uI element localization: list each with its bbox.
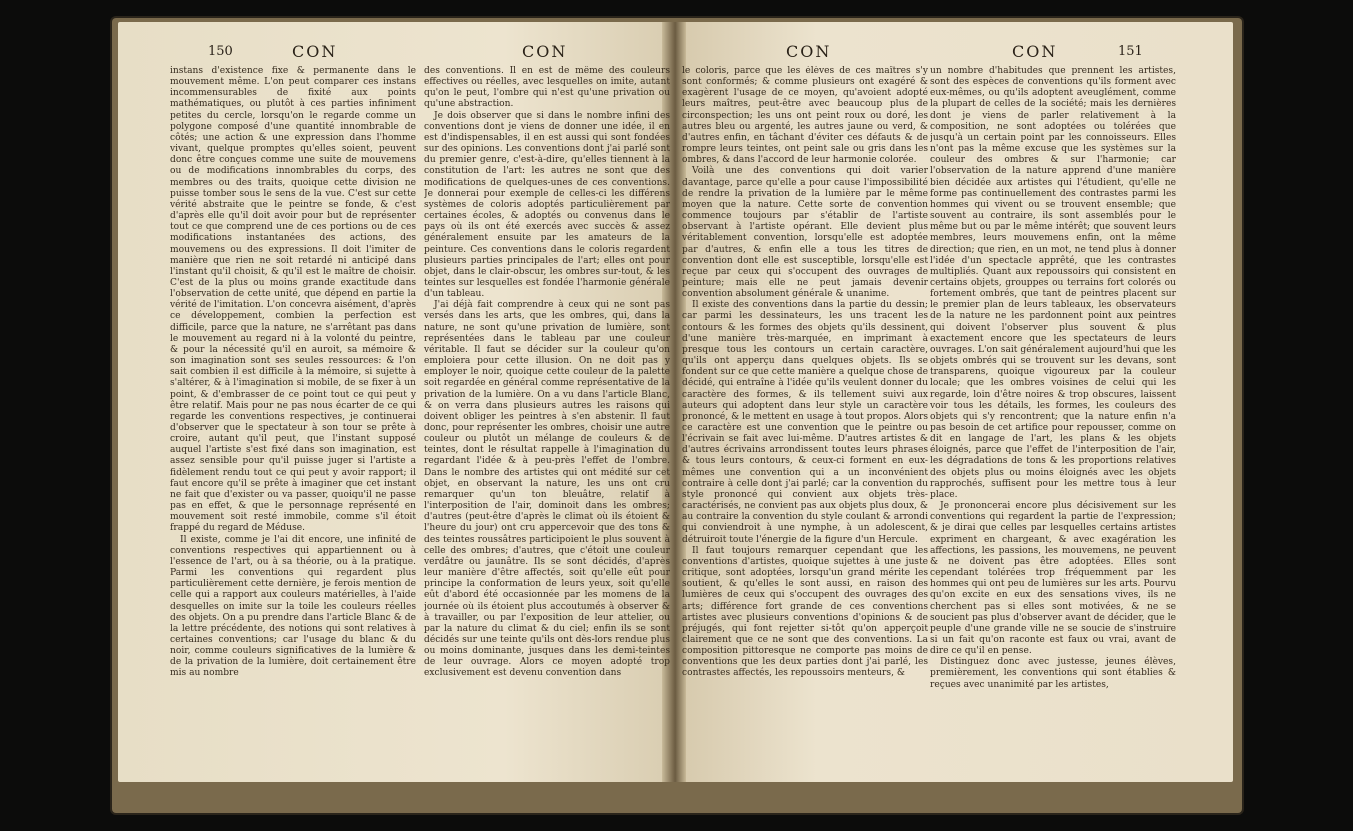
right-page-column-2 [930,66,1176,691]
paragraph: J'ai déjà fait comprendre à ceux qui ne sont pas versés dans les arts, que les ombres, qui, dans la nature, ne sont qu'une privation de lumière, sont représentées dans le tableau par une couleur véritable. Il faut se décider sur la couleur qu'on emploiera pour cette illusion. On ne doit pas y employer le noir, quoique cette couleur de la palette soit regardée en général comme représentative de la privation de la lumière. On a vu dans l'article Blanc, & on verra dans plusieurs autres les raisons qui doivent obliger les peintres à s'en abstenir. Il faut donc, pour représenter les ombres, choisir une autre couleur ou plutôt un mélange de couleurs & de teintes, dont le résultat rappelle à l'imagination du regardant l'idée & à peu-près l'effet de l'ombre. Dans le nombre des artistes qui ont médité sur cet objet, en observant la nature, les uns ont cru remarquer qu'un ton bleuâtre, relatif à l'interposition de l'air, dominoit dans les ombres; d'autres (peut-être d'après le climat où ils étoient & l'heure du jour) ont cru appercevoir que des tons & des teintes roussâtres participoient le plus souvent à celle des ombres; d'autres, que c'étoit une couleur verdâtre ou jaunâtre. Ils se sont décidés, d'après leur manière d'être affectés, soit qu'elle eût pour principe la conformation de leurs yeux, soit qu'elle eût d'abord été occasionnée par les momens de la journée où ils étoient plus accoutumés à observer & à travailler, ou par l'exposition de leur attelier, ou par la nature du climat & du ciel; enfin ils se sont décidés sur une teinte qu'ils ont dès-lors rendue plus ou moins dominante, jusques dans les demi-teintes de leur ouvrage. Alors ce moyen adopté trop exclusivement est devenu convention dans [424,300,670,679]
right-page-header-right: CON [1012,42,1058,61]
right-page-column-1 [682,66,928,680]
paragraph: Distinguez donc avec justesse, jeunes élèves, premièrement, les conventions qui sont établies & reçues avec unanimité par les artistes, [930,657,1176,690]
paragraph: instans d'existence fixe & permanente dans le mouvement même. L'on peut comparer ces instans incommensurables de fixité aux points mathématiques, ou plutôt à ces parties infiniment petites du cercle, lorsqu'on le regarde comme un polygone composé d'une quantité innombrable de côtés; une action & une expression dans l'homme vivant, quelque promptes qu'elles soient, peuvent donc être conçues comme une suite de mouvemens ou de modifications innombrables du corps, des membres ou des traits, quoique cette division ne puisse tomber sous le sens de la vue. C'est sur cette vérité abstraite que le peintre se fonde, & c'est d'après elle qu'il doit avoir pour but de représenter tout ce que comprend une de ces portions ou de ces modifications instantanées des actions, des mouvemens ou des expressions. Il doit l'imiter de manière que rien ne soit retardé ni anticipé dans l'instant qu'il choisit, & qu'il est le maître de choisir. C'est de la plus ou moins grande exactitude dans l'observation de cette unité, que dépend en partie la vérité de l'imitation. L'on concevra aisément, d'après ce développement, combien la perfection est difficile, parce que la nature, ne s'arrêtant pas dans le mouvement au regard ni à la volonté du peintre, & pour la nécessité qu'il en auroit, sa mémoire & son imagination sont ses seules ressources: & l'on sait combien il est difficile à la mémoire, si sujette à s'altérer, & à l'imagination si mobile, de se fixer à un point, & d'embrasser de ce point tout ce qui peut y être relatif. Mais pour ne pas nous écarter de ce qui regarde les conventions respectives, je continuerai d'observer que le spectateur à son tour se prête à croire, autant qu'il peut, que l'instant supposé auquel l'artiste s'est fixé dans son imagination, est assez sensible pour qu'il puisse juger si l'artiste a fidèlement rendu tout ce qui peut y avoir rapport; il faut encore qu'il se prête à imaginer que cet instant ne fait que d'exister ou va passer, quoiqu'il ne passe pas en effet, & que le personnage représenté en mouvement soit resté immobile, comme s'il étoit frappé du regard de Méduse. [170,66,416,534]
paragraph: Il faut toujours remarquer cependant que les conventions d'artistes, quoique sujettes à une juste critique, sont adoptées, lorsqu'un grand mérite les soutient, & qu'elles le sont aussi, en raison des lumières de ceux qui s'occupent des ouvrages des arts; différence fort grande de ces conventions artistes avec plusieurs conventions d'opinions & de préjugés, qui font rejetter si-tôt qu'on apperçoit clairement que ce ne sont que des conventions. La composition pittoresque ne comporte pas moins de conventions que les deux parties dont j'ai parlé, les contrastes affectés, les repoussoirs menteurs, & [682,545,928,679]
paragraph: Il existe, comme je l'ai dit encore, une infinité de conventions respectives qui appartiennent ou à l'essence de l'art, ou à sa théorie, ou à la pratique. Parmi les conventions qui regardent plus particulièrement cette dernière, je ferois mention de celle qui a rapport aux couleurs matérielles, à l'aide desquelles on imite sur la toile les couleurs réelles des objets. On a pu prendre dans l'article Blanc & de la lettre précédente, des notions qui sont relatives à certaines conventions; car l'usage du blanc & du noir, comme couleurs significatives de la lumière & de la privation de la lumière, doit certainement être mis au nombre [170,534,416,679]
left-page-header-right: CON [522,42,568,61]
paragraph: un nombre d'habitudes que prennent les artistes, sont des espèces de conventions qu'ils forment avec eux-mêmes, ou qu'ils adoptent aveuglément, comme la plupart de celles de la société; mais les dernières dont je viens de parler relativement à la composition, ne sont adoptées ou tolérées que jusqu'à un certain point par les connoisseurs. Elles n'ont pas la même excuse que les systèmes sur la couleur des ombres & sur l'harmonie; car l'observation de la nature apprend d'une manière bien décidée aux artistes qui l'étudient, qu'elle ne forme pas continuellement des contrastes parmi les hommes qui vivent ou se trouvent ensemble; que souvent au contraire, ils sont assemblés pour le même but ou par le même intérêt; que souvent leurs membres, leurs mouvemens enfin, ont la même direction; que rien, en un mot, ne tend plus à donner l'idée d'un spectacle apprêté, que les contrastes multipliés. Quant aux repoussoirs qui consistent en certains objets, grouppes ou terrains fort colorés ou fortement ombrés, que tant de peintres placent sur le premier plan de leurs tableaux, les observateurs de la nature ne les pardonnent point aux peintres qui doivent l'observer plus souvent & plus exactement encore que les spectateurs de leurs ouvrages. L'on sait généralement aujourd'hui que les objets ombrés qui se trouvent sur les devans, sont transparens, quoique vigoureux par la couleur locale; que les ombres voisines de celui qui les regarde, loin d'être noires & trop obscures, laissent voir tous les détails, les formes, les couleurs des objets qui s'y rencontrent; que la nature enfin n'a pas besoin de cet artifice pour repousser, comme on dit en langage de l'art, les plans & les objets éloignés, parce que l'effet de l'interposition de l'air, les dégradations de tons & les proportions relatives des objets plus ou moins éloignés avec les objets rapprochés, suffisent pour les mettre tous à leur place. [930,66,1176,500]
paragraph: Je prononcerai encore plus décisivement sur les conventions qui regardent la partie de l'expression; & je dirai que celles par lesquelles certains artistes expriment en chargeant, & avec exagération les affections, les passions, les mouvemens, ne peuvent & ne doivent pas être adoptées. Elles sont cependant tolérées trop fréquemment par les hommes qui ont peu de lumières sur les arts. Pourvu qu'on excite en eux des sensations vives, ils ne cherchent pas si elles sont motivées, & ne se soucient pas plus d'observer avant de décider, que le peuple d'une grande ville ne se soucie de s'instruire si un fait qu'on raconte est faux ou vrai, avant de dire ce qu'il en pense. [930,501,1176,657]
left-page-header-left: CON [292,42,338,61]
right-page-header-left: CON [786,42,832,61]
paragraph: Voilà une des conventions qui doit varier davantage, parce qu'elle a pour cause l'impossibilité de rendre la privation de la lumière par le même moyen que la nature. Cette sorte de convention commence toujours par s'établir de l'artiste observant à l'artiste opérant. Elle devient plus véritablement convention, lorsqu'elle est adoptée par d'autres, & enfin elle a tous les titres de convention dont elle est susceptible, lorsqu'elle est reçue par ceux qui s'occupent des ouvrages de peinture; mais elle ne peut jamais devenir convention absolument générale & unanime. [682,166,928,300]
right-page-number: 151 [1118,44,1143,59]
paragraph: Je dois observer que si dans le nombre infini des conventions dont je viens de donner une idée, il en est d'indispensables, il en est aussi qui sont fondées sur des opinions. Les conventions dont j'ai parlé sont du premier genre, c'est-à-dire, qu'elles tiennent à la constitution de l'art: les autres ne sont que des modifications de quelques-unes de ces conventions. Je donnerai pour exemple de celles-ci les différens systèmes de coloris adoptés particulièrement par certaines écoles, & adoptés ou convenus dans le pays où ils ont été exercés avec succès & assez généralement ensuite par les amateurs de la peinture. Ces conventions dans le coloris regardent plusieurs parties principales de l'art; elles ont pour objet, dans le clair-obscur, les ombres sur-tout, & les teintes sur lesquelles est fondée l'harmonie générale d'un tableau. [424,110,670,300]
paragraph: des conventions. Il en est de même des couleurs effectives ou réelles, avec lesquelles on imite, autant qu'on le peut, l'ombre qui n'est qu'une privation ou qu'une abstraction. [424,66,670,110]
left-page-number: 150 [208,44,233,59]
left-page-column-1 [170,66,416,680]
paragraph: Il existe des conventions dans la partie du dessin; car parmi les dessinateurs, les uns tracent les contours & les formes des objets qu'ils dessinent, d'une manière très-marquée, en imprimant à presque tous les contours un certain caractère, qu'ils ont apperçu dans quelques objets. Ils se fondent sur ce que cette manière a quelque chose de décidé, qui entraîne à l'idée qu'ils veulent donner du caractère des formes, & ils tellement suivi aux auteurs qui adoptent dans leur style un caractère prononcé, & le mettent en usage à tout propos. Alors ce caractère est une convention que le peintre ou l'écrivain se fait avec lui-même. D'autres artistes & d'autres écrivains arrondissent toutes leurs phrases & tous leurs contours, & ceux-ci forment en eux-mêmes une convention qui a un inconvénient contraire à celle dont j'ai parlé; car la convention du style prononcé qui convient aux objets très-caractérisés, ne convient pas aux objets plus doux, & au contraire la convention du style coulant & arrondi qui conviendroit à une nymphe, à un adolescent, détruiroit toute l'énergie de la figure d'un Hercule. [682,300,928,545]
paragraph: le coloris, parce que les élèves de ces maîtres s'y sont conformés; & comme plusieurs ont exagéré & exagèrent l'usage de ce moyen, qu'avoient adopté leurs maîtres, peut-être avec beaucoup plus de circonspection; les uns ont peint roux ou doré, les autres bleu ou argenté, les autres jaune ou verd, & d'autres enfin, en tâchant d'éviter ces défauts & de rompre leurs teintes, ont peint sale ou gris dans les ombres, & dans l'accord de leur harmonie colorée. [682,66,928,166]
left-page-column-2 [424,66,670,680]
